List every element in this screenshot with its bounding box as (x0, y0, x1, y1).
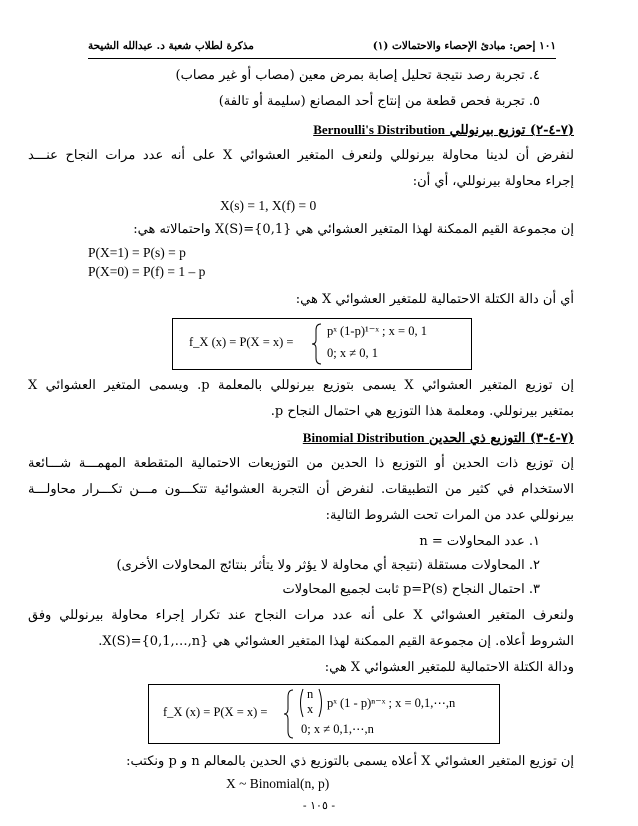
list-text: المحاولات مستقلة (نتيجة أي محاولة لا يؤثر ولا يتأثر بنتائج المحاولات الأخرى) (116, 558, 525, 573)
paragraph-line: الشروط أعلاه. إن مجموعة القيم الممكنة لهذا المتغير العشوائي هي X(S)={0,1,…,n}. (98, 634, 574, 649)
pmf-lhs: f_X (x) = P(X = x) = (163, 705, 268, 719)
list-item (219, 92, 540, 112)
equation-p-success: P(X=1) = P(s) = p (88, 245, 186, 260)
paragraph-line: لنفرض أن لدينا محاولة بيرنوللي ولنعرف المتغير العشوائي X على أنه عدد مرات النجاح عنـــد (28, 148, 574, 163)
binom-coefficient-x: x (307, 702, 314, 716)
list-number: ١. (528, 534, 540, 549)
paragraph-line: بمتغير بيرنوللي. ومعلمة هذا التوزيع هي احتمال النجاح p. (270, 404, 574, 419)
list-item (283, 580, 541, 600)
section-number: (٧-٤-٣) (529, 431, 574, 446)
paragraph-line: إن مجموعة القيم الممكنة لهذا المتغير العشوائي هي X(S)={0,1} واحتمالاته هي: (133, 222, 574, 237)
page-header (88, 36, 556, 59)
list-item (176, 66, 540, 86)
paragraph-line: ولنعرف المتغير العشوائي X على أنه عدد مرات النجاح عند تكرار إجراء محاولة بيرنوللي وفق (28, 608, 574, 623)
list-item (117, 556, 540, 576)
section-heading-bernoulli (313, 120, 574, 141)
list-number: ٤. (528, 68, 540, 83)
paragraph-line: إن توزيع ذات الحدين أو التوزيع ذا الحدين من التوزيعات الاحتمالية المتقطعة المهمـــة شـــائعة (28, 456, 574, 471)
equation-bernoulli-values: X(s) = 1, X(f) = 0 (220, 198, 317, 213)
equation-p-failure: P(X=0) = P(f) = 1 – p (88, 264, 206, 279)
section-title-en: Bernoulli's Distribution (313, 122, 446, 137)
left-brace-icon (283, 688, 295, 740)
pmf-case-2: 0; x ≠ 0,1,⋯,n (301, 722, 374, 736)
paragraph-line: إجراء محاولة بيرنوللي، أي أن: (412, 174, 574, 189)
equation-binomial-notation: X ~ Binomial(n, p) (226, 776, 330, 791)
section-heading-binomial (303, 428, 574, 449)
left-paren-icon (297, 688, 305, 718)
paragraph-line: بيرنوللي عدد من المرات تحت الشروط التالية: (325, 508, 574, 523)
paragraph-line: ودالة الكتلة الاحتمالية للمتغير العشوائي X هي: (324, 660, 574, 675)
list-number: ٢. (528, 558, 540, 573)
pmf-case-1: pˣ (1-p)¹⁻ˣ ; x = 0, 1 (327, 324, 427, 338)
paragraph-line: إن توزيع المتغير العشوائي X يسمى بتوزيع بيرنوللي بالمعلمة p. ويسمى المتغير العشوائي X (28, 378, 574, 393)
list-text: عدد المحاولات = n (419, 534, 525, 549)
pmf-lhs: f_X (x) = P(X = x) = (189, 335, 294, 349)
list-item (419, 532, 540, 552)
list-number: ٣. (528, 582, 540, 597)
section-title-ar: توزيع بيرنوللي (449, 123, 526, 138)
left-brace-icon (311, 322, 323, 366)
header-course-title: ١٠١ إحص: مبادئ الإحصاء والاحتمالات (١) (372, 40, 556, 52)
paragraph-line: الاستخدام في كثير من التطبيقات. لنفرض أن التجربة العشوائية تتكـــون مـــن تكـــرار محاولـــة (28, 482, 574, 497)
section-number: (٧-٤-٢) (529, 123, 574, 138)
section-title-ar: التوزيع ذي الحدين (429, 431, 526, 446)
binomial-pmf-box (148, 684, 500, 744)
page-number: - ١٠٥ - (302, 799, 336, 812)
list-text: تجربة رصد نتيجة تحليل إصابة بمرض معين (مصاب أو غير مصاب) (175, 68, 525, 83)
list-text: احتمال النجاح p=P(s) ثابت لجميع المحاولات (282, 582, 525, 597)
list-number: ٥. (528, 94, 540, 109)
paragraph-line: أي أن دالة الكتلة الاحتمالية للمتغير العشوائي X هي: (295, 292, 574, 307)
list-text: تجربة فحص قطعة من إنتاج أحد المصانع (سليمة أو تالفة) (218, 94, 525, 109)
pmf-case-1: pˣ (1 - p)ⁿ⁻ˣ ; x = 0,1,⋯,n (327, 696, 456, 710)
paragraph-line: إن توزيع المتغير العشوائي X أعلاه يسمى بالتوزيع ذي الحدين بالمعالم n و p ونكتب: (126, 754, 574, 769)
pmf-case-2: 0; x ≠ 0, 1 (327, 346, 378, 360)
binom-coefficient-n: n (307, 687, 314, 701)
right-paren-icon (317, 688, 325, 718)
header-author: مذكرة لطلاب شعبة د. عبدالله الشيحة (88, 40, 254, 52)
section-title-en: Binomial Distribution (302, 430, 425, 445)
bernoulli-pmf-box (172, 318, 472, 370)
